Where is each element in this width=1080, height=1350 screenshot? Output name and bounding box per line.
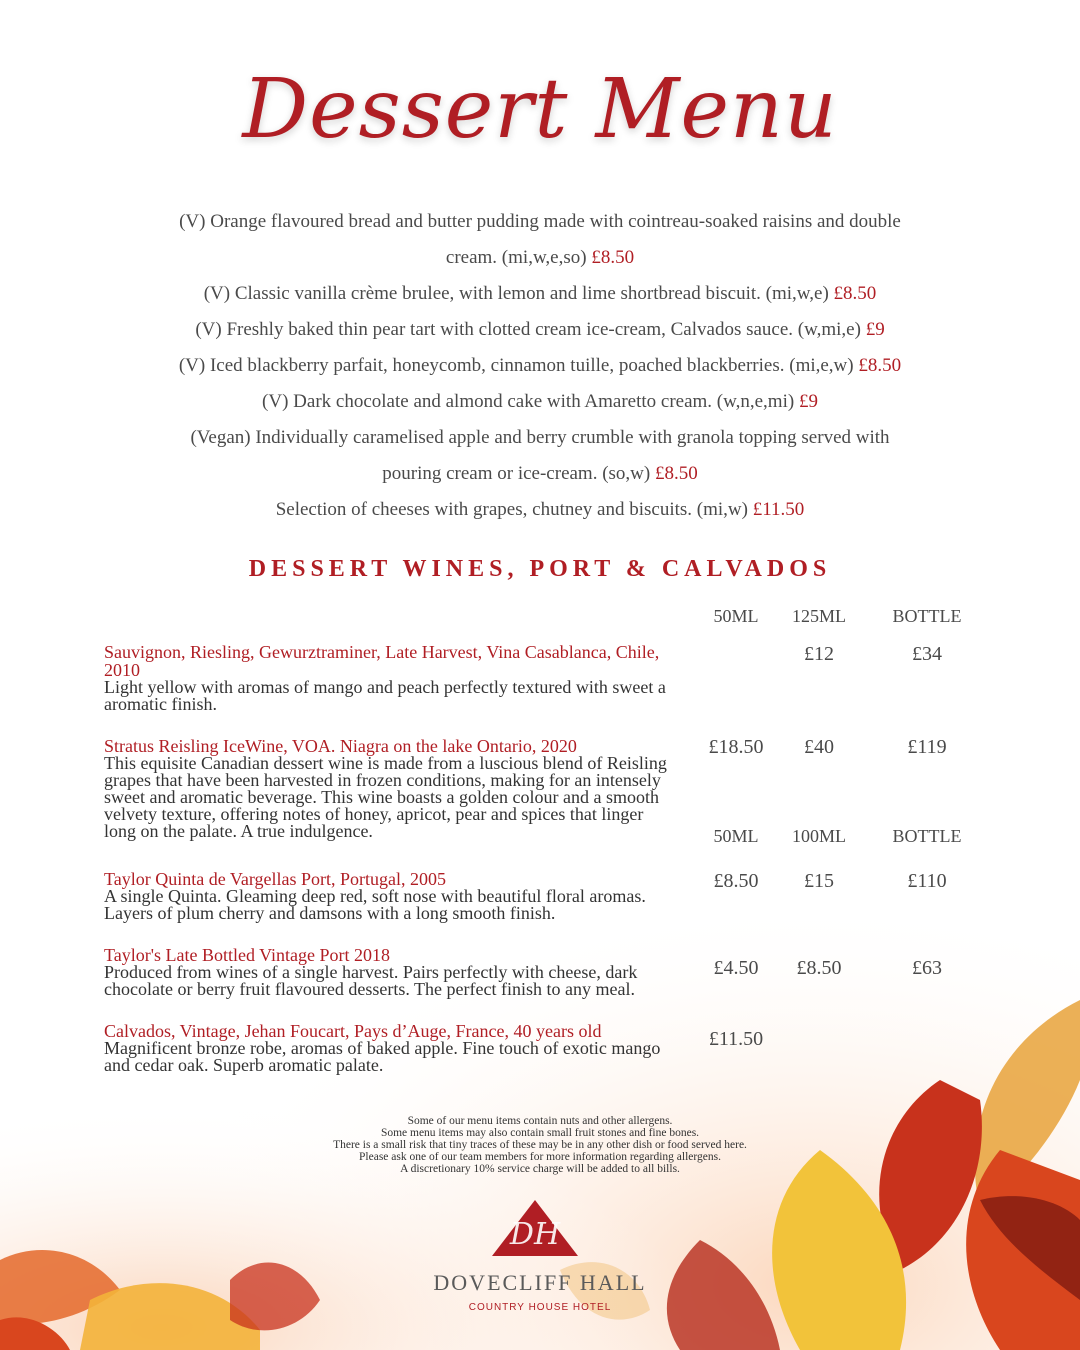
hotel-logo-icon [490, 1198, 580, 1260]
dessert-line: (V) Dark chocolate and almond cake with Amaretto cream. (w,n,e,mi) £9 [262, 391, 818, 412]
wine-name: Taylor's Late Bottled Vintage Port 2018 [104, 945, 391, 965]
wine-price: £11.50 [708, 1028, 764, 1050]
allergen-line: Please ask one of our team members for more information regarding allergens. [359, 1151, 721, 1163]
wine-description: A single Quinta. Gleaming deep red, soft nose with beautiful floral aromas. Layers of plum cherry and damsons with a long smooth finish. [104, 886, 646, 923]
dessert-line: (V) Iced blackberry parfait, honeycomb, cinnamon tuille, poached blackberries. (mi,e,w) £8.50 [178, 355, 902, 376]
wine-price: £12 [804, 643, 834, 665]
menu-title: Dessert Menu [242, 62, 838, 157]
wine-price: £34 [912, 643, 942, 665]
dessert-price: £8.50 [833, 283, 877, 304]
wine-item [104, 643, 674, 713]
wine-item [104, 946, 674, 998]
dessert-line: (V) Classic vanilla crème brulee, with lemon and lime shortbread biscuit. (mi,w,e) £8.50 [203, 283, 877, 304]
wine-price: £40 [804, 736, 834, 758]
dessert-line: (V) Freshly baked thin pear tart with clotted cream ice-cream, Calvados sauce. (w,mi,e) £9 [195, 319, 885, 340]
hotel-subtitle: COUNTRY HOUSE HOTEL [468, 1302, 612, 1313]
wine-name: Taylor Quinta de Vargellas Port, Portugal, 2005 [104, 869, 447, 889]
wine-price: £15 [804, 870, 834, 892]
wine-item [104, 1022, 674, 1074]
hotel-name: DOVECLIFF HALL [433, 1270, 647, 1295]
wine-item [104, 870, 674, 922]
allergen-line: There is a small risk that tiny traces of these may be in any other dish or food served here. [333, 1139, 747, 1151]
wine-name: Sauvignon, Riesling, Gewurztraminer, Late Harvest, Vina Casablanca, Chile, 2010 [104, 642, 660, 680]
wines-section-title: DESSERT WINES, PORT & CALVADOS [248, 556, 832, 582]
dessert-line: Selection of cheeses with grapes, chutney and biscuits. (mi,w) £11.50 [275, 499, 805, 520]
wine-price: £110 [907, 870, 947, 892]
dessert-line: cream. (mi,w,e,so) £8.50 [445, 247, 635, 268]
dessert-price: £11.50 [752, 499, 805, 520]
allergen-line: Some menu items may also contain small fruit stones and fine bones. [380, 1127, 700, 1139]
wine-price: £63 [912, 957, 942, 979]
col-header-bottle: BOTTLE [892, 606, 962, 626]
wine-price: £119 [907, 736, 947, 758]
wine-description: This equisite Canadian dessert wine is made from a luscious blend of Reisling grapes that have been harvested in frozen conditions, making for an intensely sweet and aromatic beverage. This wine boasts a golden colour and a smooth velvety texture, offering notes of honey, apricot, pear and spices that linger long on the palate. A true indulgence. [104, 753, 667, 841]
wine-price: £8.50 [713, 870, 759, 892]
col-header-bottle: BOTTLE [892, 826, 962, 846]
wine-price: £8.50 [796, 957, 842, 979]
wine-description: Produced from wines of a single harvest. Pairs perfectly with cheese, dark chocolate or berry fruit flavoured desserts. The perfect finish to any meal. [104, 962, 638, 999]
dessert-price: £8.50 [655, 463, 698, 484]
allergen-line: A discretionary 10% service charge will be added to all bills. [400, 1163, 680, 1175]
col-header-50ml: 50ML [713, 826, 759, 846]
wine-price: £4.50 [713, 957, 759, 979]
logo-monogram: DH [509, 1217, 561, 1252]
col-header-100ml: 100ML [792, 826, 846, 846]
wine-name: Stratus Reisling IceWine, VOA. Niagra on the lake Ontario, 2020 [104, 736, 577, 756]
col-header-50ml: 50ML [713, 606, 759, 626]
dessert-line: (Vegan) Individually caramelised apple and berry crumble with granola topping served with [190, 427, 890, 448]
wine-price: £18.50 [708, 736, 764, 758]
wine-description: Light yellow with aromas of mango and peach perfectly textured with sweet a aromatic finish. [104, 677, 666, 714]
dessert-price: £9 [865, 319, 885, 340]
dessert-line: (V) Orange flavoured bread and butter pudding made with cointreau-soaked raisins and double [179, 211, 901, 232]
dessert-price: £8.50 [591, 247, 635, 268]
allergen-notice [0, 1115, 1080, 1175]
dessert-line: pouring cream or ice-cream. (so,w) £8.50 [382, 463, 698, 484]
dessert-price: £8.50 [858, 355, 902, 376]
dessert-list [120, 204, 960, 528]
wine-item [104, 737, 674, 840]
wine-name: Calvados, Vintage, Jehan Foucart, Pays d’Auge, France, 40 years old [104, 1021, 602, 1041]
col-header-125ml: 125ML [792, 606, 846, 626]
wine-description: Magnificent bronze robe, aromas of baked apple. Fine touch of exotic mango and cedar oak. Superb aromatic palate. [104, 1038, 661, 1075]
dessert-price: £9 [798, 391, 818, 412]
allergen-line: Some of our menu items contain nuts and other allergens. [407, 1115, 673, 1127]
